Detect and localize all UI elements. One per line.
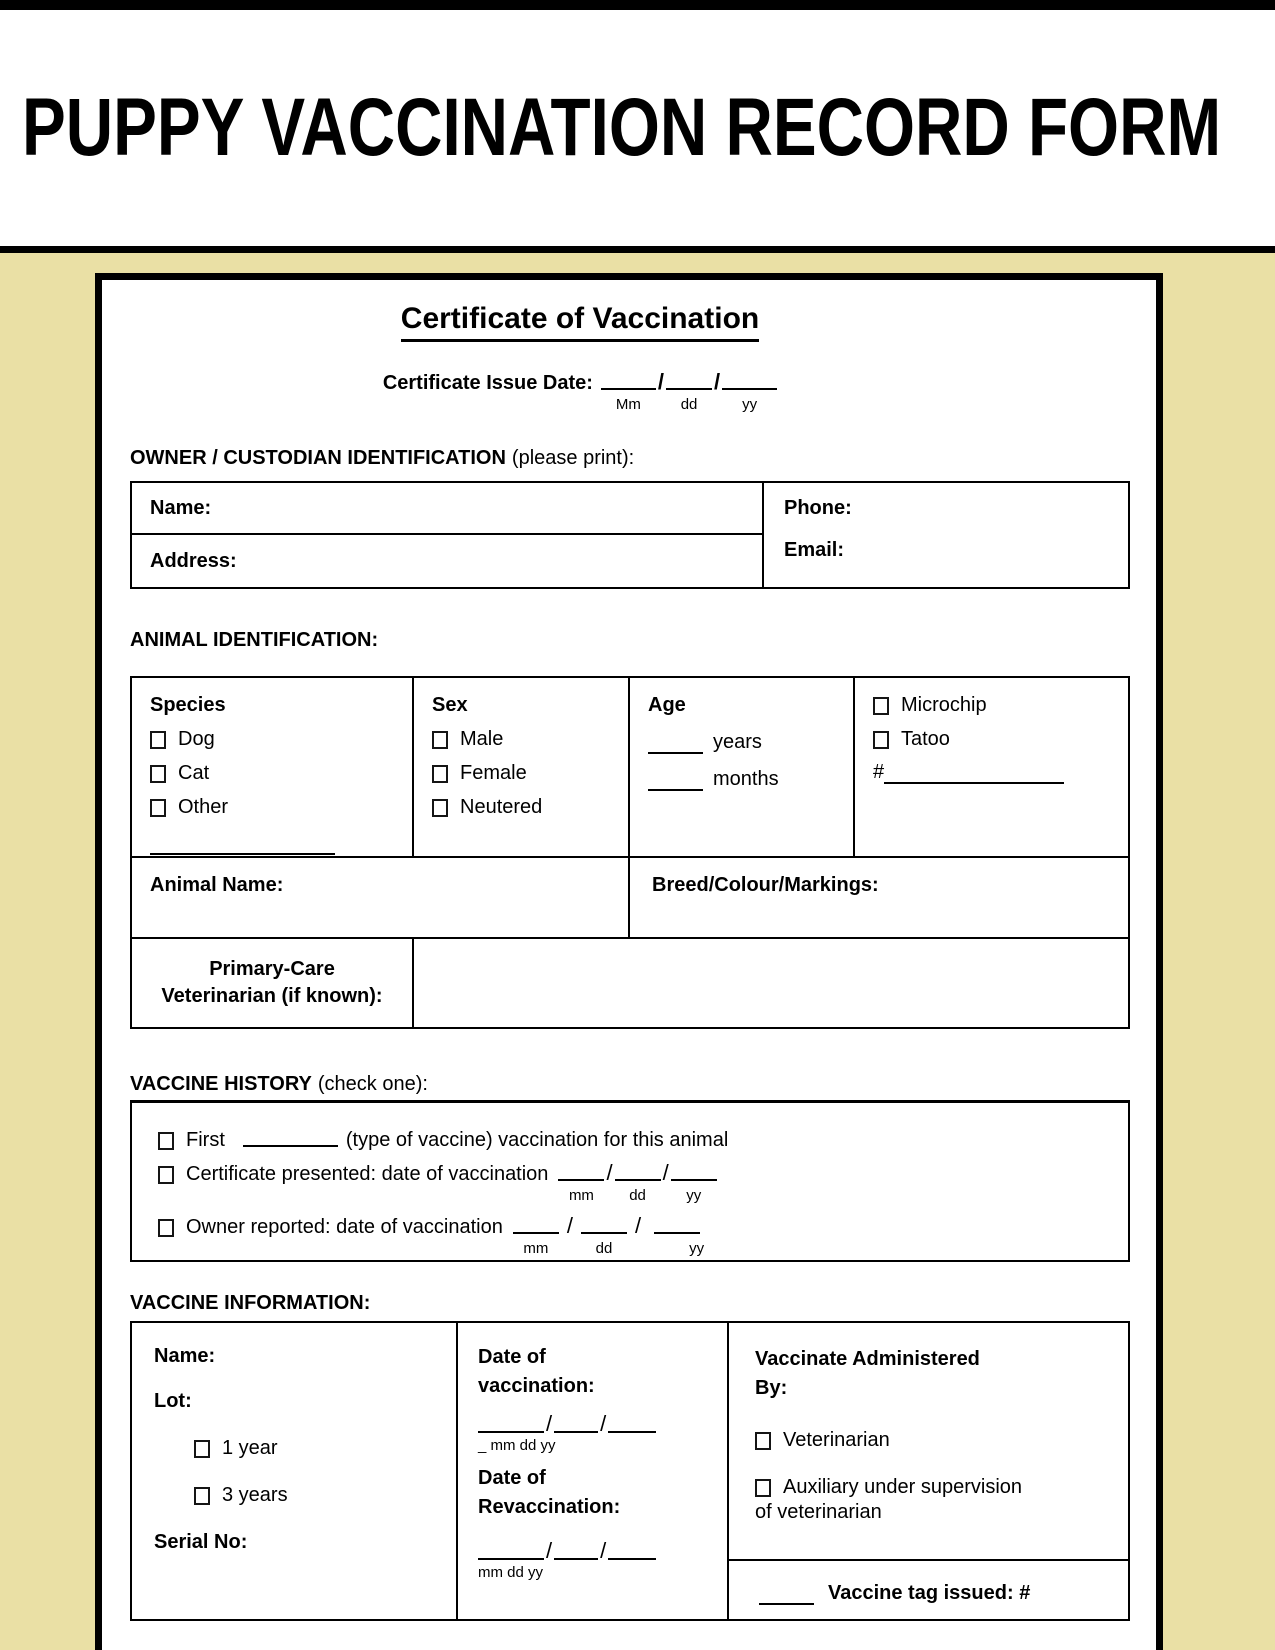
vaccine-type-blank[interactable]	[243, 1129, 338, 1147]
history-box	[130, 1100, 1130, 1262]
owner-year-hint: yy	[689, 1240, 705, 1257]
header-divider-rule	[0, 246, 1275, 253]
history-first-row	[158, 1129, 1128, 1151]
slash: /	[600, 1411, 607, 1436]
owner-day-hint: dd	[595, 1240, 613, 1257]
mark-option-tatoo	[873, 728, 1128, 751]
duration-option-3years	[194, 1484, 456, 1507]
tan-background	[0, 253, 1275, 1650]
other-label: Other	[178, 796, 229, 818]
info-name-label: Name:	[154, 1345, 216, 1367]
owner-table-left-column	[132, 483, 764, 587]
vet-label-cell	[132, 939, 414, 1027]
info-administered-column	[729, 1323, 1128, 1619]
dog-label: Dog	[178, 728, 215, 750]
owner-contact-cell[interactable]	[764, 483, 1128, 587]
vaccination-date-blanks	[478, 1411, 727, 1436]
issue-day-blank[interactable]	[666, 372, 712, 390]
issue-year-blank[interactable]	[722, 372, 777, 390]
info-dates-cell	[458, 1323, 729, 1619]
admin-option-auxiliary	[755, 1476, 1128, 1499]
veterinarian-label: Veterinarian	[783, 1429, 890, 1451]
animal-table	[130, 676, 1130, 1029]
date-vacc-label-line1: Date of	[478, 1346, 546, 1368]
vet-label-line1: Primary-Care	[209, 958, 335, 980]
cert-day-hint: dd	[629, 1187, 646, 1204]
info-lot-label: Lot:	[154, 1390, 192, 1412]
animal-name-label: Animal Name:	[150, 874, 284, 896]
age-years-blank[interactable]	[648, 736, 703, 754]
months-label: months	[713, 768, 779, 790]
male-checkbox[interactable]	[432, 731, 448, 749]
age-years-line	[648, 731, 853, 754]
info-section-heading: VACCINE INFORMATION:	[130, 1292, 371, 1314]
cat-checkbox[interactable]	[150, 765, 166, 783]
revac-day-blank[interactable]	[554, 1542, 598, 1560]
auxiliary-checkbox[interactable]	[755, 1479, 771, 1497]
first-vaccination-checkbox[interactable]	[158, 1132, 174, 1150]
revac-month-blank[interactable]	[478, 1542, 544, 1560]
issue-date-label: Certificate Issue Date:	[382, 372, 593, 394]
admin-option-veterinarian	[755, 1429, 1128, 1452]
owner-name-label: Name:	[150, 496, 212, 519]
slash: /	[662, 1160, 669, 1185]
certificate-title-row	[130, 280, 1130, 342]
owner-name-cell[interactable]	[132, 483, 762, 535]
age-months-blank[interactable]	[648, 773, 703, 791]
animal-table-row-3	[132, 937, 1128, 1027]
cert-month-hint: mm	[568, 1187, 594, 1204]
slash: /	[546, 1411, 553, 1436]
date-vacc-label-line2: vaccination:	[478, 1375, 595, 1397]
owner-heading-normal: (please print):	[511, 447, 635, 469]
microchip-label: Microchip	[901, 694, 987, 716]
mark-number-blank[interactable]	[884, 766, 1064, 784]
history-section-heading	[130, 1073, 1130, 1096]
history-heading-normal: (check one):	[317, 1073, 428, 1095]
cert-month-blank[interactable]	[558, 1163, 604, 1181]
owner-reported-checkbox[interactable]	[158, 1219, 174, 1237]
cert-day-blank[interactable]	[615, 1163, 661, 1181]
tatoo-label: Tatoo	[901, 728, 950, 750]
owner-month-hint: mm	[523, 1240, 549, 1257]
animal-table-row-1	[132, 678, 1128, 856]
vaccine-tag-cell	[729, 1559, 1128, 1619]
owner-section-heading	[130, 447, 1130, 470]
info-vaccine-name-cell	[132, 1323, 458, 1619]
slash: /	[634, 1213, 642, 1238]
animal-section-heading: ANIMAL IDENTIFICATION:	[130, 629, 379, 651]
vaccine-tag-label: Vaccine tag issued: #	[828, 1582, 1031, 1604]
one-year-checkbox[interactable]	[194, 1440, 210, 1458]
slash: /	[606, 1160, 613, 1185]
sex-header: Sex	[432, 694, 468, 716]
neutered-checkbox[interactable]	[432, 799, 448, 817]
issue-month-hint: Mm	[615, 396, 641, 413]
neutered-label: Neutered	[460, 796, 543, 818]
revac-label-line1: Date of	[478, 1467, 546, 1489]
owner-email-label: Email:	[784, 539, 845, 561]
owner-month-blank[interactable]	[513, 1216, 559, 1234]
female-checkbox[interactable]	[432, 765, 448, 783]
breed-label: Breed/Colour/Markings:	[652, 874, 879, 896]
female-label: Female	[460, 762, 527, 784]
auxiliary-label-line2: of veterinarian	[755, 1501, 882, 1523]
vacc-year-blank[interactable]	[608, 1415, 656, 1433]
species-cell	[132, 678, 414, 856]
administered-label-line1: Vaccinate Administered	[755, 1348, 980, 1370]
species-option-cat	[150, 762, 412, 785]
cert-year-blank[interactable]	[671, 1163, 717, 1181]
revaccination-date-hint: mm dd yy	[478, 1564, 544, 1581]
issue-month-blank[interactable]	[601, 372, 656, 390]
info-table	[130, 1321, 1130, 1621]
microchip-checkbox[interactable]	[873, 697, 889, 715]
first-post-label: (type of vaccine) vaccination for this animal	[345, 1129, 729, 1151]
issue-date-row	[130, 369, 1130, 413]
slash: /	[714, 369, 721, 394]
first-pre-label: First	[186, 1129, 225, 1151]
certificate-date-blanks	[558, 1160, 716, 1204]
dog-checkbox[interactable]	[150, 731, 166, 749]
one-year-label: 1 year	[222, 1437, 278, 1459]
issue-day-hint: dd	[680, 396, 698, 413]
slash: /	[566, 1213, 573, 1238]
revaccination-date-blanks	[478, 1538, 727, 1563]
species-option-dog	[150, 728, 412, 751]
vaccine-tag-blank[interactable]	[759, 1587, 814, 1605]
certificate-presented-label: Certificate presented: date of vaccination	[186, 1163, 549, 1185]
male-label: Male	[460, 728, 504, 750]
three-years-label: 3 years	[222, 1484, 288, 1506]
form-title: PUPPY VACCINATION RECORD FORM	[22, 82, 1222, 173]
cert-year-hint: yy	[686, 1187, 702, 1204]
age-cell	[630, 678, 855, 856]
age-months-line	[648, 768, 853, 791]
issue-date-blanks	[601, 369, 777, 413]
revac-label-line2: Revaccination:	[478, 1496, 621, 1518]
animal-name-cell[interactable]	[132, 858, 630, 937]
sex-cell	[414, 678, 630, 856]
sex-option-neutered	[432, 796, 628, 819]
vet-label-line2: Veterinarian (if known):	[161, 985, 383, 1007]
issue-year-hint: yy	[742, 396, 758, 413]
owner-phone-label: Phone:	[784, 497, 852, 519]
administered-label-line2: By:	[755, 1377, 788, 1399]
vet-entry-cell[interactable]	[414, 939, 1128, 1027]
mark-number-line	[873, 761, 1128, 784]
history-heading-bold: VACCINE HISTORY	[130, 1073, 312, 1095]
age-header: Age	[648, 694, 686, 716]
owner-address-label: Address:	[150, 549, 237, 572]
id-marks-cell	[855, 678, 1128, 856]
three-years-checkbox[interactable]	[194, 1487, 210, 1505]
owner-address-cell[interactable]	[132, 535, 762, 587]
owner-heading-bold: OWNER / CUSTODIAN IDENTIFICATION	[130, 447, 506, 469]
auxiliary-label-line1: Auxiliary under supervision	[783, 1476, 1023, 1498]
certificate-presented-checkbox[interactable]	[158, 1166, 174, 1184]
owner-table	[130, 481, 1130, 589]
form-header	[0, 10, 1275, 246]
species-option-other	[150, 796, 412, 819]
other-checkbox[interactable]	[150, 799, 166, 817]
animal-table-row-2	[132, 856, 1128, 937]
revac-year-blank[interactable]	[608, 1542, 656, 1560]
breed-cell[interactable]	[630, 858, 1128, 937]
hash-sign: #	[873, 761, 885, 783]
other-species-blank[interactable]	[150, 837, 335, 855]
info-serial-label: Serial No:	[154, 1531, 248, 1553]
years-label: years	[713, 731, 762, 753]
sex-option-male	[432, 728, 628, 751]
sex-option-female	[432, 762, 628, 785]
tatoo-checkbox[interactable]	[873, 731, 889, 749]
veterinarian-checkbox[interactable]	[755, 1432, 771, 1450]
administered-by-cell	[729, 1323, 1128, 1559]
history-certificate-row	[158, 1160, 1128, 1204]
duration-option-1year	[194, 1437, 456, 1460]
certificate-title: Certificate of Vaccination	[401, 302, 759, 342]
vaccination-date-hint: _ mm dd yy	[478, 1437, 556, 1454]
slash: /	[546, 1538, 553, 1563]
vacc-day-blank[interactable]	[554, 1415, 598, 1433]
owner-reported-label: Owner reported: date of vaccination	[186, 1216, 503, 1238]
vacc-month-blank[interactable]	[478, 1415, 544, 1433]
owner-day-blank[interactable]	[581, 1216, 627, 1234]
owner-year-blank[interactable]	[654, 1216, 700, 1234]
history-owner-row	[158, 1213, 1128, 1257]
owner-date-blanks	[513, 1213, 705, 1257]
species-header: Species	[150, 694, 226, 716]
slash: /	[600, 1538, 607, 1563]
mark-option-microchip	[873, 694, 1128, 717]
certificate-box	[95, 273, 1163, 1650]
cat-label: Cat	[178, 762, 210, 784]
slash: /	[657, 369, 665, 394]
top-black-bar	[0, 0, 1275, 10]
